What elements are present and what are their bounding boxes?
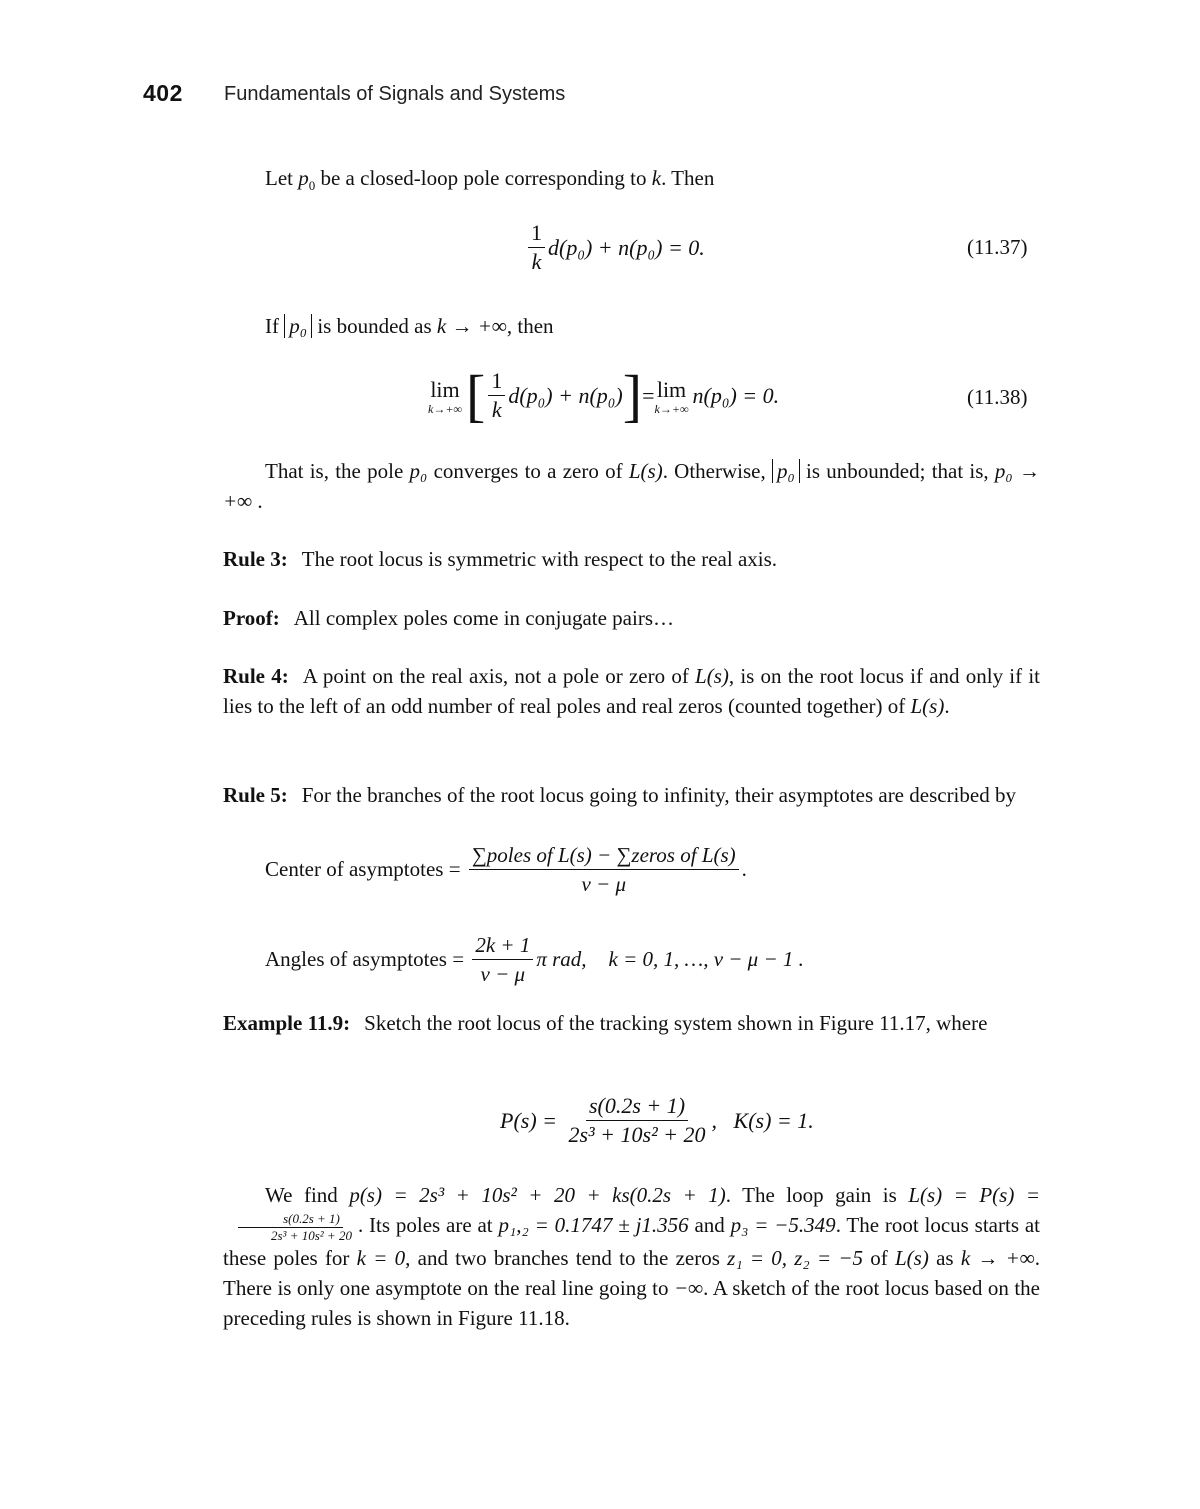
math-p0: p₀ [409,459,428,483]
equals: = [446,947,470,971]
rule-text: The root locus is symmetric with respect to the real axis. [301,547,778,571]
math-poles-12: p₁,₂ = 0.1747 ± j1.356 [498,1213,689,1237]
text: converges to a zero of [427,459,629,483]
text: . Then [661,166,715,190]
equation-body: d(p₀) + n(p₀) = 0. [548,234,705,260]
paragraph-that-is [223,456,1040,516]
pi-rad: π rad, [536,947,587,971]
text: , is on the root locus if and only if it lies to the left of an odd number of real poles and real zeros (counted together) of [223,664,1040,718]
proof-label: Proof: [223,606,280,630]
text: as [928,1245,961,1270]
text: . The loop gain is [725,1183,909,1207]
math-sub: 0 [308,178,316,194]
inline-fraction [226,1212,355,1243]
math-k-infinity: k → +∞ [960,1245,1035,1270]
equation-number: (11.37) [967,235,1028,259]
math-k: k [531,249,542,274]
paragraph-we-find [223,1180,1040,1333]
math-k: k [491,397,502,422]
abs-p0: p₀ [772,459,800,483]
rule-label: Rule 4: [223,664,289,688]
numerator [238,1212,343,1228]
denominator [578,870,629,897]
equals: = [443,857,466,881]
text: . The root locus starts at these poles for [223,1213,1040,1270]
math-pole-3: p₃ = −5.349 [730,1213,836,1237]
text: . There is only one asymptote on the real line going to [223,1245,1040,1300]
fraction [469,842,739,897]
text: . Otherwise, [662,459,772,483]
denominator-text: 2s³ + 10s² + 20 [568,1122,706,1147]
text: Let [265,166,299,190]
text: of [863,1245,895,1270]
rule-text: For the branches of the root locus going to infinity, their asymptotes are described by [301,783,1016,807]
formula-label: Angles of asymptotes [265,947,447,971]
math-k: k [651,166,662,190]
text: , then [506,314,554,338]
proof-text: All complex poles come in conjugate pairs… [293,606,675,630]
denominator [226,1228,355,1243]
numerator: 1 [528,220,545,248]
limit-operator [655,377,689,415]
lim-subscript: k→+∞ [654,401,689,416]
lim-subscript: k→+∞ [428,401,462,416]
example-11-9 [223,1008,1040,1038]
math-Ls: L(s) [895,1245,929,1270]
denominator [566,1121,709,1148]
equation-11-37 [525,220,705,275]
text: That is, the pole [265,459,410,483]
numerator-text: s(0.2s + 1) [588,1093,686,1118]
text: . Its poles are at [357,1213,499,1237]
numerator [469,842,739,870]
math-zeros: z₁ = 0, z₂ = −5 [727,1245,864,1270]
math-k-zero: k = 0 [356,1245,406,1270]
text: be a closed-loop pole corresponding to [315,166,652,190]
formula-label: Center of asymptotes [265,857,444,881]
fraction [488,368,505,423]
controller: , K(s) = 1. [711,1107,814,1133]
text: A point on the real axis, not a pole or zero of [302,664,696,688]
right-bracket: ] [622,362,643,428]
math-p: p [298,166,309,190]
denominator-text: 2s³ + 10s² + 20 [271,1227,352,1243]
running-head [143,80,566,107]
rule-5 [223,780,1040,810]
text: . [252,489,263,513]
denominator-text: ν − μ [581,872,626,896]
center-of-asymptotes [265,842,747,897]
example-text: Sketch the root locus of the tracking system shown in Figure 11.17, where [364,1011,988,1035]
paragraph-if-bounded [265,311,1045,341]
fraction [566,1093,709,1148]
denominator [529,248,545,275]
left-bracket: [ [465,362,486,428]
math-neg-infinity: −∞ [674,1275,704,1300]
denominator-text: ν − μ [480,962,526,986]
math-Ls: L(s) [628,459,663,483]
lhs: P(s) = [500,1107,563,1133]
bracket-body: d(p₀) + n(p₀) [508,382,623,408]
paragraph-let-p0 [265,163,1045,193]
numerator-text: s(0.2s + 1) [283,1210,340,1226]
lim-text: lim [430,376,460,402]
example-label: Example 11.9: [223,1011,351,1035]
rule-label: Rule 5: [223,783,288,807]
text: If [265,314,285,338]
equation-number: (11.38) [967,385,1028,409]
text: and [688,1213,731,1237]
fraction [528,220,545,275]
rule-3 [223,544,1040,574]
text: , and two branches tend to the zeros [405,1245,728,1270]
denominator [489,396,505,423]
math-Ls: L(s) [695,664,729,688]
math-char-poly: p(s) = 2s³ + 10s² + 20 + ks(0.2s + 1) [349,1183,726,1207]
math-Ls: L(s) [910,694,945,718]
angles-of-asymptotes [265,932,804,987]
numerator [586,1093,688,1121]
equation-plant [500,1093,814,1148]
limit-operator [428,377,462,415]
numerator [472,932,533,960]
period: . [741,857,747,881]
equals: = [642,382,655,408]
text: is unbounded; that is, [799,459,995,483]
page-number: 402 [143,80,183,106]
numerator: 1 [488,368,505,396]
text: is bounded as [312,314,437,338]
math-loop-gain: L(s) = P(s) = [908,1183,1041,1207]
abs-p0: p₀ [284,314,312,338]
text: . A sketch of the root locus based on the preceding rules is shown in Figure 11.18. [223,1275,1040,1330]
numerator-text: 2k + 1 [475,933,531,957]
k-range: k = 0, 1, …, ν − μ − 1 . [608,947,804,971]
numerator-text: ∑poles of L(s) − ∑zeros of L(s) [471,843,736,867]
math-limit-condition: k → +∞ [436,314,507,338]
rule-4 [223,661,1040,721]
rule-label: Rule 3: [223,547,288,571]
proof [223,603,1040,633]
text: . [944,694,950,718]
math-p0-to-infinity: p₀ → +∞ [223,459,1040,513]
equation-body: n(p₀) = 0. [692,382,780,408]
denominator [478,960,529,987]
lim-text: lim [656,376,687,402]
equation-11-38 [428,362,780,428]
text: We find [265,1183,350,1207]
book-title: Fundamentals of Signals and Systems [224,83,566,105]
fraction [472,932,533,987]
